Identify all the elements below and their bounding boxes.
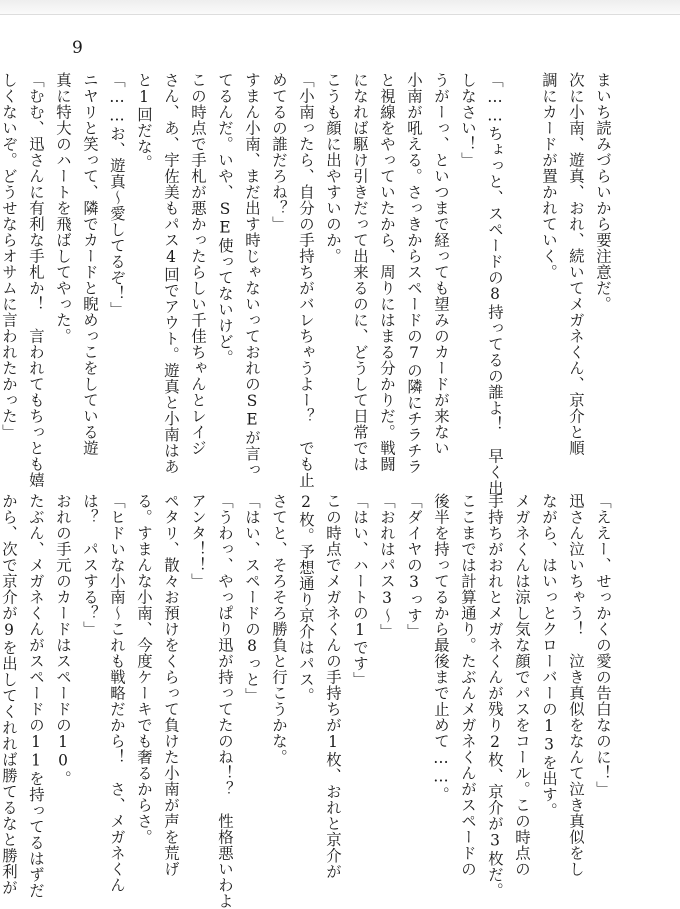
text-line: この時点でメガネくんの手持ちが1枚、おれと京介が <box>324 493 342 880</box>
text-line: すまん小南、まだ出す時じゃないっておれのSEが言っ <box>243 72 261 478</box>
text-line: 「はい、スペードの8っと」 <box>243 493 261 704</box>
text-line: と1回だな。 <box>135 72 153 171</box>
text-line: この時点で手札が悪かったらしい千佳ちゃんとレイジ <box>189 72 207 456</box>
page-number: 9 <box>72 38 83 58</box>
text-line: 後半を持ってるから最後まで止めて……。 <box>432 493 450 803</box>
text-line: は？ パスする？」 <box>81 493 99 637</box>
text-line: 「うわっ、やっぱり迅が持ってたのね！？ 性格悪いわよ <box>216 493 234 909</box>
text-line: 「はい、ハートの1です」 <box>351 493 369 688</box>
text-line: うがーっ、といつまで経っても望みのカードが来ない <box>432 72 450 456</box>
text-line: ニヤリと笑って、隣でカードと睨めっこをしている遊 <box>81 72 99 456</box>
text-line: 2枚。予想通り京介はパス。 <box>297 493 315 704</box>
text-line: アンタ！！」 <box>189 493 207 589</box>
text-line: る。すまんな小南、今度ケーキでも奢るからさ。 <box>135 493 153 845</box>
text-line: メガネくんは涼し気な顔でパスをコール。この時点の <box>513 493 531 877</box>
viewer-top-bar <box>0 0 680 15</box>
text-line: 調にカードが置かれていく。 <box>540 72 558 280</box>
text-line: 「……ちょっと、スペードの8持ってるの誰よ！ 早く出 <box>486 72 504 496</box>
text-line: になれば駆け引きだって出来るのに、どうして日常では <box>351 72 369 472</box>
text-line: さん、あ、宇佐美もパス4回でアウト。遊真と小南はあ <box>162 72 180 475</box>
text-line: 「おれはパス3〜」 <box>378 493 396 640</box>
text-line: 小南が吼える。さっきからスペードの7の隣にチラチラ <box>405 72 423 475</box>
text-line: 「むむ、迅さんに有利な手札か！ 言われてもちっとも嬉 <box>27 72 45 488</box>
text-line: 真に特大のハートを飛ばしてやった。 <box>54 72 72 344</box>
text-line: ここまでは計算通り。たぶんメガネくんがスペードの <box>459 493 477 877</box>
text-block-upper <box>0 72 616 496</box>
text-line: から、次で京介が9を出してくれれば勝てるなと勝利が <box>0 493 18 896</box>
text-line: おれの手元のカードはスペードの10。 <box>54 493 72 787</box>
text-line: 次に小南、遊真、おれ、続いてメガネくん、京介と順 <box>567 72 585 456</box>
text-line: ペタリ、散々お預けをくらって負けた小南が声を荒げ <box>162 493 180 877</box>
text-line: たぶん、メガネくんがスペードの11を持ってるはずだ <box>27 493 45 899</box>
text-line: しなさい！」 <box>459 72 477 168</box>
text-line <box>508 72 535 476</box>
text-block-lower <box>0 493 616 909</box>
text-line: まいち読みづらいから要注意だ。 <box>594 72 612 312</box>
text-line: てるんだ。いや、SE使ってないけど。 <box>216 72 234 366</box>
text-line: ながら、はいっとクローバーの13を出す。 <box>540 493 558 819</box>
text-line: 「小南ったら、自分の手持ちがバレちゃうよー？ でも止 <box>297 72 315 488</box>
text-line: と視線をやっていたから、周りにはまる分かりだ。戦闘 <box>378 72 396 472</box>
text-line: 手持ちがおれとメガネくんが残り2枚、京介が3枚だ。 <box>486 493 504 899</box>
text-line: めてるの誰だろね？」 <box>270 72 288 232</box>
text-line: 「ヒドいな小南〜これも戦略だから！ さ、メガネくん <box>108 493 126 893</box>
text-line: 「……お、遊真〜愛してるぞ！」 <box>108 72 126 318</box>
text-line: しくないぞ。どうせならオサムに言われたかった」 <box>0 72 18 440</box>
text-line: 「ええー、せっかくの愛の告白なのに！」 <box>594 493 612 797</box>
text-line: こうも顔に出やすいのか。 <box>324 72 342 264</box>
text-line: さてと、そろそろ勝負と行こうかな。 <box>270 493 288 765</box>
text-line: 「ダイヤの3っす」 <box>405 493 423 640</box>
text-line: 迅さん泣いちゃう！ 泣き真似をなんて泣き真似をし <box>567 493 585 877</box>
